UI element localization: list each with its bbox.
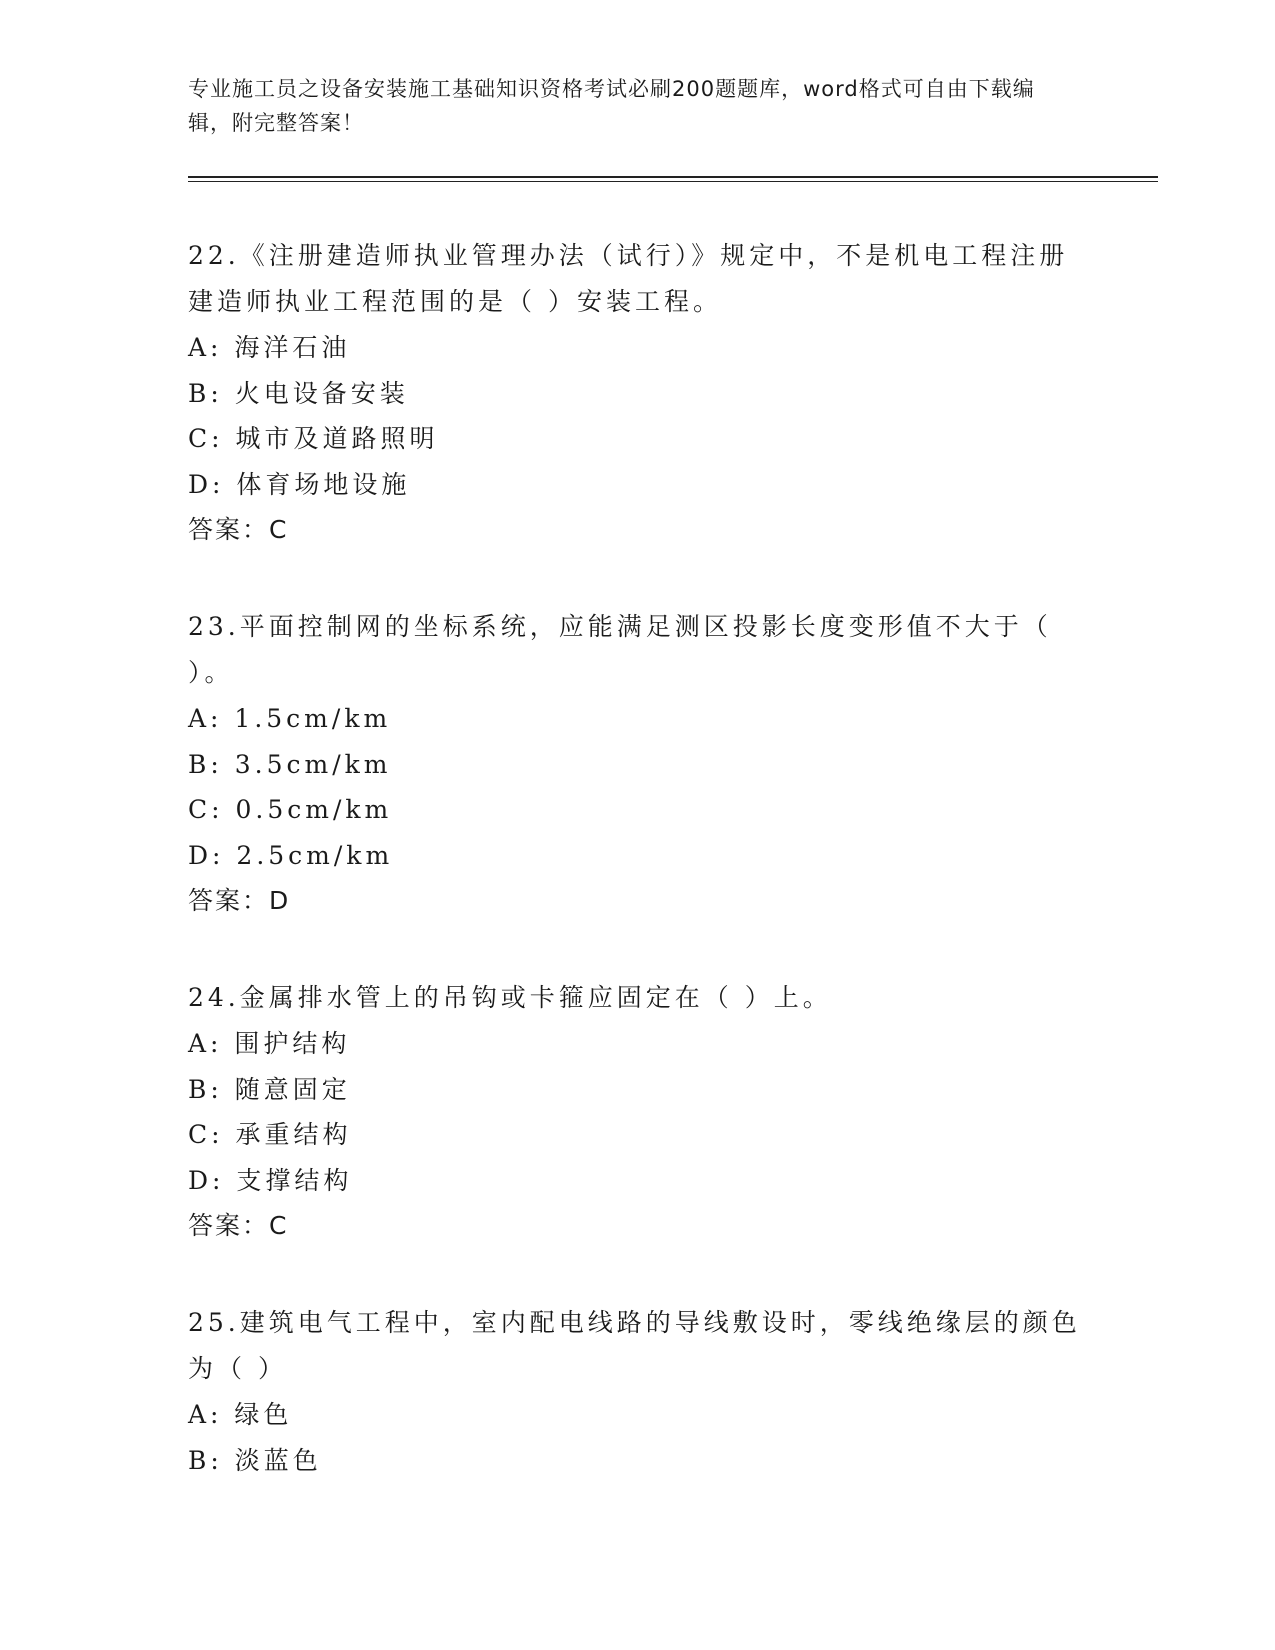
option-a: A: 绿色 (188, 1400, 293, 1429)
question-item (188, 975, 1088, 1249)
header-divider (188, 176, 1158, 178)
question-item (188, 233, 1088, 553)
option-d: D: 2.5cm/km (188, 840, 394, 870)
option-a: A: 围护结构 (188, 1029, 351, 1058)
document-header: 专业施工员之设备安装施工基础知识资格考试必刷200题题库，word格式可自由下载编辑，附完整答案！ (188, 77, 1035, 135)
option-c: C: 承重结构 (188, 1120, 352, 1149)
answer-label: 答案：C (188, 515, 289, 544)
header-divider-secondary (188, 181, 1158, 182)
option-d: D: 体育场地设施 (188, 469, 411, 499)
option-b: B: 随意固定 (188, 1074, 351, 1104)
option-a: A: 1.5cm/km (188, 704, 392, 733)
question-item (188, 604, 1088, 924)
question-list (188, 233, 1088, 1534)
question-stem: 24.金属排水管上的吊钩或卡箍应固定在（ ）上。 (188, 983, 832, 1012)
option-b: B: 3.5cm/km (188, 749, 392, 779)
option-b: B: 淡蓝色 (188, 1445, 322, 1475)
option-b: B: 火电设备安装 (188, 378, 409, 408)
question-stem: 22.《注册建造师执业管理办法（试行）》规定中，不是机电工程注册建造师执业工程范围的是（ ）安装工程。 (188, 241, 1069, 316)
answer-label: 答案：C (188, 1211, 289, 1240)
question-stem: 23.平面控制网的坐标系统，应能满足测区投影长度变形值不大于（ ）。 (188, 612, 1052, 687)
option-d: D: 支撑结构 (188, 1165, 353, 1195)
option-c: C: 0.5cm/km (188, 795, 393, 824)
question-stem: 25.建筑电气工程中，室内配电线路的导线敷设时，零线绝缘层的颜色为（ ） (188, 1308, 1081, 1383)
question-item (188, 1300, 1088, 1483)
option-c: C: 城市及道路照明 (188, 424, 439, 453)
answer-label: 答案：D (188, 886, 291, 915)
option-a: A: 海洋石油 (188, 333, 351, 362)
